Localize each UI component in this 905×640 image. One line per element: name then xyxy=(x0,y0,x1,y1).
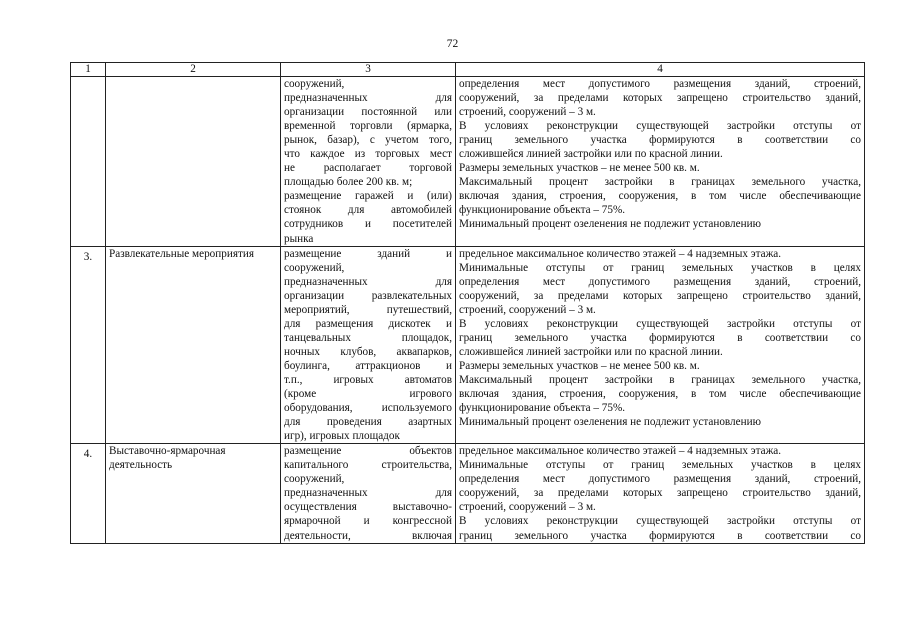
use-type-name: Выставочно-ярмарочная деятельность xyxy=(106,444,281,544)
description-line: что каждое из торговых мест xyxy=(284,148,452,161)
parameter-line: включая здания, строения, сооружения, в том числе обеспечивающие xyxy=(459,388,861,401)
parameter-line: строений, сооружений – 3 м. xyxy=(459,303,596,316)
parameter-line: Минимальные отступы от границ земельных участков в целях xyxy=(459,261,861,274)
parameter-line: строений, сооружений – 3 м. xyxy=(459,501,596,514)
parameters-cell xyxy=(456,77,865,247)
description-line: оборудования, используемого xyxy=(284,402,452,415)
row-number-cell xyxy=(71,77,106,247)
table-header-row xyxy=(71,63,865,77)
use-type-name xyxy=(106,77,281,247)
column-header-3: 3 xyxy=(281,63,456,77)
description-line: стоянок для автомобилей xyxy=(284,204,452,217)
description-line: площадью более 200 кв. м; xyxy=(284,176,413,189)
parameter-line: Размеры земельных участков – не менее 500 кв. м. xyxy=(459,359,700,372)
column-header-2: 2 xyxy=(106,63,281,77)
use-type-name: Развлекательные мероприятия xyxy=(106,246,281,444)
parameter-line: Минимальный процент озеленения не подлежит установлению xyxy=(459,218,761,231)
parameter-line: включая здания, строения, сооружения, в том числе обеспечивающие xyxy=(459,190,861,203)
description-line: временной торговли (ярмарка, xyxy=(284,120,452,133)
column-header-1: 1 xyxy=(71,63,106,77)
description-line: для проведения азартных xyxy=(284,416,452,429)
parameter-line: функционирование объекта – 75%. xyxy=(459,204,626,217)
description-line: деятельности, включая xyxy=(284,529,452,542)
parameter-line: определения мест допустимого размещения зданий, строений, xyxy=(459,275,861,288)
description-line: ярмарочной и конгрессной xyxy=(284,515,452,528)
parameter-line: строений, сооружений – 3 м. xyxy=(459,106,596,119)
table-row xyxy=(71,444,865,544)
parameters-cell xyxy=(456,444,865,544)
description-line: т.п., игровых автоматов xyxy=(284,373,452,386)
description-line: ночных клубов, аквапарков, xyxy=(284,345,452,358)
description-line: размещение зданий и xyxy=(284,247,452,260)
description-line: боулинга, аттракционов и xyxy=(284,359,452,372)
parameter-line: сооружений, за пределами которых запрещено строительство зданий, xyxy=(459,487,861,500)
parameter-line: Минимальный процент озеленения не подлежит установлению xyxy=(459,416,761,429)
parameters-cell xyxy=(456,246,865,444)
description-line: сооружений, xyxy=(284,473,345,486)
column-header-4: 4 xyxy=(456,63,865,77)
parameter-line: функционирование объекта – 75%. xyxy=(459,402,626,415)
description-line: организации развлекательных xyxy=(284,289,452,302)
description-line: танцевальных площадок, xyxy=(284,331,452,344)
row-number: 4. xyxy=(83,448,93,461)
parameter-line: Максимальный процент застройки в границах земельного участка, xyxy=(459,176,861,189)
page-number: 72 xyxy=(446,38,459,50)
parameter-line: В условиях реконструкции существующей застройки отступы от xyxy=(459,515,861,528)
description-line: предназначенных для xyxy=(284,275,452,288)
use-description xyxy=(281,444,456,544)
description-line: осуществления выставочно- xyxy=(284,501,452,514)
description-line: размещение гаражей и (или) xyxy=(284,190,452,203)
description-line: предназначенных для xyxy=(284,487,452,500)
description-line: рынок, базар), с учетом того, xyxy=(284,134,452,147)
description-line: сотрудников и посетителей xyxy=(284,218,452,231)
table-row xyxy=(71,246,865,444)
parameter-line: Минимальные отступы от границ земельных участков в целях xyxy=(459,459,861,472)
description-line: капитального строительства, xyxy=(284,459,452,472)
parameter-line: Максимальный процент застройки в границах земельного участка, xyxy=(459,373,861,386)
parameter-line: границ земельного участка формируются в соответствии со xyxy=(459,331,861,344)
table-row xyxy=(71,77,865,247)
row-number-cell xyxy=(71,246,106,444)
description-line: (кроме игрового xyxy=(284,388,452,401)
row-number-cell xyxy=(71,444,106,544)
parameter-line: В условиях реконструкции существующей застройки отступы от xyxy=(459,317,861,330)
parameter-line: В условиях реконструкции существующей застройки отступы от xyxy=(459,120,861,133)
parameter-line: определения мест допустимого размещения зданий, строений, xyxy=(459,473,861,486)
description-line: не располагает торговой xyxy=(284,162,452,175)
regulations-table xyxy=(70,62,865,544)
parameter-line: предельное максимальное количество этажей – 4 надземных этажа. xyxy=(459,445,782,458)
parameter-line: границ земельного участка формируются в соответствии со xyxy=(459,529,861,542)
description-line: мероприятий, путешествий, xyxy=(284,303,452,316)
parameter-line: сооружений, за пределами которых запрещено строительство зданий, xyxy=(459,289,861,302)
use-description xyxy=(281,246,456,444)
description-line: игр), игровых площадок xyxy=(284,430,400,443)
parameter-line: Размеры земельных участков – не менее 500 кв. м. xyxy=(459,162,700,175)
description-line: предназначенных для xyxy=(284,92,452,105)
description-line: размещение объектов xyxy=(284,445,452,458)
description-line: сооружений, xyxy=(284,261,345,274)
parameter-line: предельное максимальное количество этажей – 4 надземных этажа. xyxy=(459,247,782,260)
parameter-line: сложившейся линией застройки или по красной линии. xyxy=(459,345,723,358)
description-line: рынка xyxy=(284,232,314,245)
parameter-line: границ земельного участка формируются в соответствии со xyxy=(459,134,861,147)
description-line: организации постоянной или xyxy=(284,106,452,119)
parameter-line: определения мест допустимого размещения зданий, строений, xyxy=(459,78,861,90)
parameter-line: сложившейся линией застройки или по красной линии. xyxy=(459,148,723,161)
use-description xyxy=(281,77,456,247)
description-line: сооружений, xyxy=(284,78,345,90)
parameter-line: сооружений, за пределами которых запрещено строительство зданий, xyxy=(459,92,861,105)
row-number: 3. xyxy=(83,250,93,263)
description-line: для размещения дискотек и xyxy=(284,317,452,330)
